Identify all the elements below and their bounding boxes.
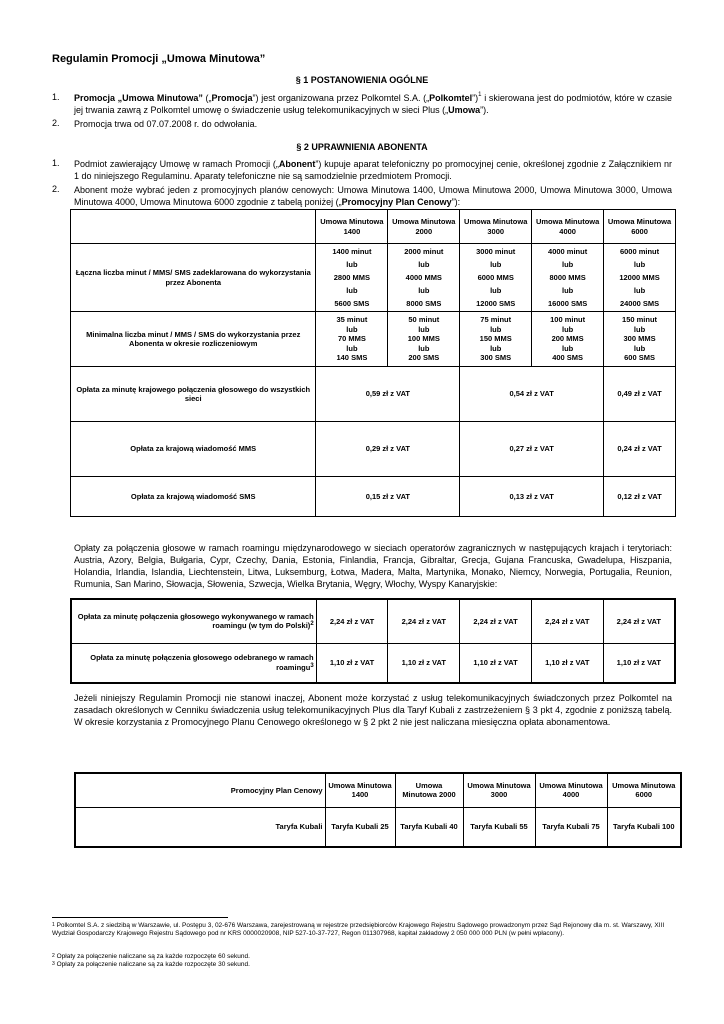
table-cell: 0,54 zł z VAT	[460, 367, 604, 422]
table-cell: 0,15 zł z VAT	[316, 477, 460, 517]
table-row	[71, 477, 676, 517]
table-row	[71, 599, 675, 643]
table-cell: 2,24 zł z VAT	[603, 599, 675, 643]
plan-header: Umowa Minutowa 1400	[316, 210, 388, 244]
table-row	[71, 312, 676, 367]
table-cell: 1,10 zł z VAT	[531, 643, 603, 683]
sec2-item1-number: 1.	[52, 158, 60, 168]
sec1-item2-text: Promocja trwa od 07.07.2008 r. do odwołania.	[74, 119, 258, 129]
plan-header: Umowa Minutowa 4000	[532, 210, 604, 244]
table-cell: 2,24 zł z VAT	[460, 599, 532, 643]
table-cell: 0,13 zł z VAT	[460, 477, 604, 517]
footnote-3: $^3$ Opłaty za połączenie naliczane są za każde rozpoczęte 30 sekund.	[52, 961, 250, 968]
footnote-1: $^1$ Polkomtel S.A. z siedzibą w Warszawie, ul. Postępu 3, 02-676 Warszawa, zarejestrowaną w rejestrze przedsiębiorców Krajowego Rejestru Sądowego prowadzonym przez Sąd Rejonowy dla m. st. Warszawy, XIII Wydział Gospodarczy Krajowego Rejestru Sądowego pod nr KRS 0000020908, NIP 527-10-37-727, Regon 011307968, kapitał zakładowy 2 050 000 000 PLN (w pełni wpłacony).	[52, 922, 665, 937]
sec2-item2-number: 2.	[52, 184, 60, 194]
table-cell: 1,10 zł z VAT	[388, 643, 460, 683]
plan-header: Umowa Minutowa 4000	[535, 773, 607, 807]
table-cell: 6000 minut lub 12000 MMS lub 24000 SMS	[604, 244, 676, 312]
plan-header: Umowa Minutowa 2000	[395, 773, 463, 807]
table-cell: 4000 minut lub 8000 MMS lub 16000 SMS	[532, 244, 604, 312]
row-label: Łączna liczba minut / MMS/ SMS zadeklarowana do wykorzystania przez Abonenta	[71, 244, 316, 312]
plan-header: Umowa Minutowa 1400	[325, 773, 395, 807]
row-label: Opłata za minutę krajowego połączenia głosowego do wszystkich sieci	[71, 367, 316, 422]
table-row	[71, 643, 675, 683]
sec1-item1-number: 1.	[52, 92, 60, 102]
table-cell: 2000 minut lub 4000 MMS lub 8000 SMS	[388, 244, 460, 312]
table-cell: 0,59 zł z VAT	[316, 367, 460, 422]
table-row	[71, 422, 676, 477]
table-row	[75, 807, 681, 847]
plans-table	[70, 209, 676, 517]
table-cell: 1,10 zł z VAT	[460, 643, 532, 683]
table-cell: 1400 minut lub 2800 MMS lub 5600 SMS	[316, 244, 388, 312]
table-row	[75, 773, 681, 807]
table-cell: 1,10 zł z VAT	[603, 643, 675, 683]
section-1-heading: § 1 POSTANOWIENIA OGÓLNE	[295, 75, 429, 85]
tariff-table	[74, 772, 682, 848]
plan-header: Umowa Minutowa 6000	[607, 773, 681, 807]
roaming-paragraph: Opłaty za połączenia głosowe w ramach roamingu międzynarodowego w sieciach operatorów zagranicznych w następujących krajach i terytoriach: Austria, Azory, Belgia, Bułgaria, Cypr, Czechy, Dania, Estonia, Finlandia, Francja, Gibraltar, Grecja, Gujana Francuska, Gwadelupa, Hiszpania, Holandia, Irlandia, Islandia, Liechtenstein, Litwa, Luksemburg, Łotwa, Madera, Malta, Martynika, Monako, Niemcy, Norwegia, Portugalia, Reunion, Rumunia, San Marino, Słowacja, Słowenia, Szwecja, Wielka Brytania, Węgry, Włochy, Wyspy Kanaryjskie:	[74, 543, 672, 589]
section-2-heading: § 2 UPRAWNIENIA ABONENTA	[296, 142, 428, 152]
plan-header: Umowa Minutowa 3000	[463, 773, 535, 807]
table-row	[71, 244, 676, 312]
document-title: Regulamin Promocji „Umowa Minutowa”	[52, 53, 266, 65]
footnote-separator	[52, 917, 228, 918]
table-cell: 2,24 zł z VAT	[531, 599, 603, 643]
table-cell: 0,29 zł z VAT	[316, 422, 460, 477]
table-cell: 0,27 zł z VAT	[460, 422, 604, 477]
plan-header: Umowa Minutowa 6000	[604, 210, 676, 244]
table-cell: 100 minut lub 200 MMS lub 400 SMS	[532, 312, 604, 367]
table-cell: Taryfa Kubali 75	[535, 807, 607, 847]
table-cell: Taryfa Kubali 55	[463, 807, 535, 847]
sec1-item1-text: Promocja „Umowa Minutowa” („Promocja”) jest organizowana przez Polkomtel S.A. („Polkomtel”)$^1$ i skierowana jest do podmiotów, które w czasie jej trwania zawrą z Polkomtel umowę o świadczenie usług telekomunikacyjnych w sieci Plus („Umowa”).	[74, 92, 672, 115]
table-cell: 3000 minut lub 6000 MMS lub 12000 SMS	[460, 244, 532, 312]
row-label: Opłata za minutę połączenia głosowego wykonywanego w ramach roamingu (w tym do Polski)$^2$	[71, 599, 316, 643]
table-cell: Taryfa Kubali 100	[607, 807, 681, 847]
row-label: Promocyjny Plan Cenowy	[75, 773, 325, 807]
table-cell: 35 minut lub 70 MMS lub 140 SMS	[316, 312, 388, 367]
roaming-table	[70, 598, 676, 684]
sec2-item2-text: Abonent może wybrać jeden z promocyjnych planów cenowych: Umowa Minutowa 1400, Umowa Minutowa 2000, Umowa Minutowa 3000, Umowa Minutowa 4000, Umowa Minutowa 6000 zgodnie z tabelą poniżej („Promocyjny Plan Cenowy”):	[74, 185, 672, 207]
row-label: Opłata za krajową wiadomość MMS	[71, 422, 316, 477]
table-cell: 2,24 zł z VAT	[316, 599, 388, 643]
row-label: Opłata za krajową wiadomość SMS	[71, 477, 316, 517]
kubali-paragraph: Jeżeli niniejszy Regulamin Promocji nie stanowi inaczej, Abonent może korzystać z usług telekomunikacyjnych świadczonych przez Polkomtel na zasadach określonych w Cenniku świadczenia usług telekomunikacyjnych Plus dla Taryf Kubali z zastrzeżeniem § 3 pkt 4, zgodnie z poniższą tabelą. W okresie korzystania z Promocyjnego Planu Cenowego określonego w § 2 pkt 2 nie jest naliczana miesięczna opłata abonamentowa.	[74, 693, 672, 727]
row-label: Opłata za minutę połączenia głosowego odebranego w ramach roamingu$^3$	[71, 643, 316, 683]
footnote-2: $^2$ Opłaty za połączenie naliczane są za każde rozpoczęte 60 sekund.	[52, 953, 250, 960]
table-cell: 0,12 zł z VAT	[604, 477, 676, 517]
table-cell: 0,49 zł z VAT	[604, 367, 676, 422]
sec2-item1-text: Podmiot zawierający Umowę w ramach Promocji („Abonent”) kupuje aparat telefoniczny po promocyjnej cenie, określonej zgodnie z Załącznikiem nr 1 do niniejszego Regulaminu. Aparaty telefoniczne nie są samodzielnie przedmiotem Promocji.	[74, 159, 672, 181]
row-label: Minimalna liczba minut / MMS / SMS do wykorzystania przez Abonenta w okresie rozliczeniowym	[71, 312, 316, 367]
table-cell: Taryfa Kubali 40	[395, 807, 463, 847]
sec1-item2-number: 2.	[52, 118, 60, 128]
table-row	[71, 367, 676, 422]
row-label: Taryfa Kubali	[75, 807, 325, 847]
table-row	[71, 210, 676, 244]
plan-header: Umowa Minutowa 3000	[460, 210, 532, 244]
table-cell: Taryfa Kubali 25	[325, 807, 395, 847]
table-cell: 1,10 zł z VAT	[316, 643, 388, 683]
table-cell: 75 minut lub 150 MMS lub 300 SMS	[460, 312, 532, 367]
table-cell: 0,24 zł z VAT	[604, 422, 676, 477]
empty-header-cell	[71, 210, 316, 244]
table-cell: 50 minut lub 100 MMS lub 200 SMS	[388, 312, 460, 367]
plan-header: Umowa Minutowa 2000	[388, 210, 460, 244]
table-cell: 150 minut lub 300 MMS lub 600 SMS	[604, 312, 676, 367]
table-cell: 2,24 zł z VAT	[388, 599, 460, 643]
